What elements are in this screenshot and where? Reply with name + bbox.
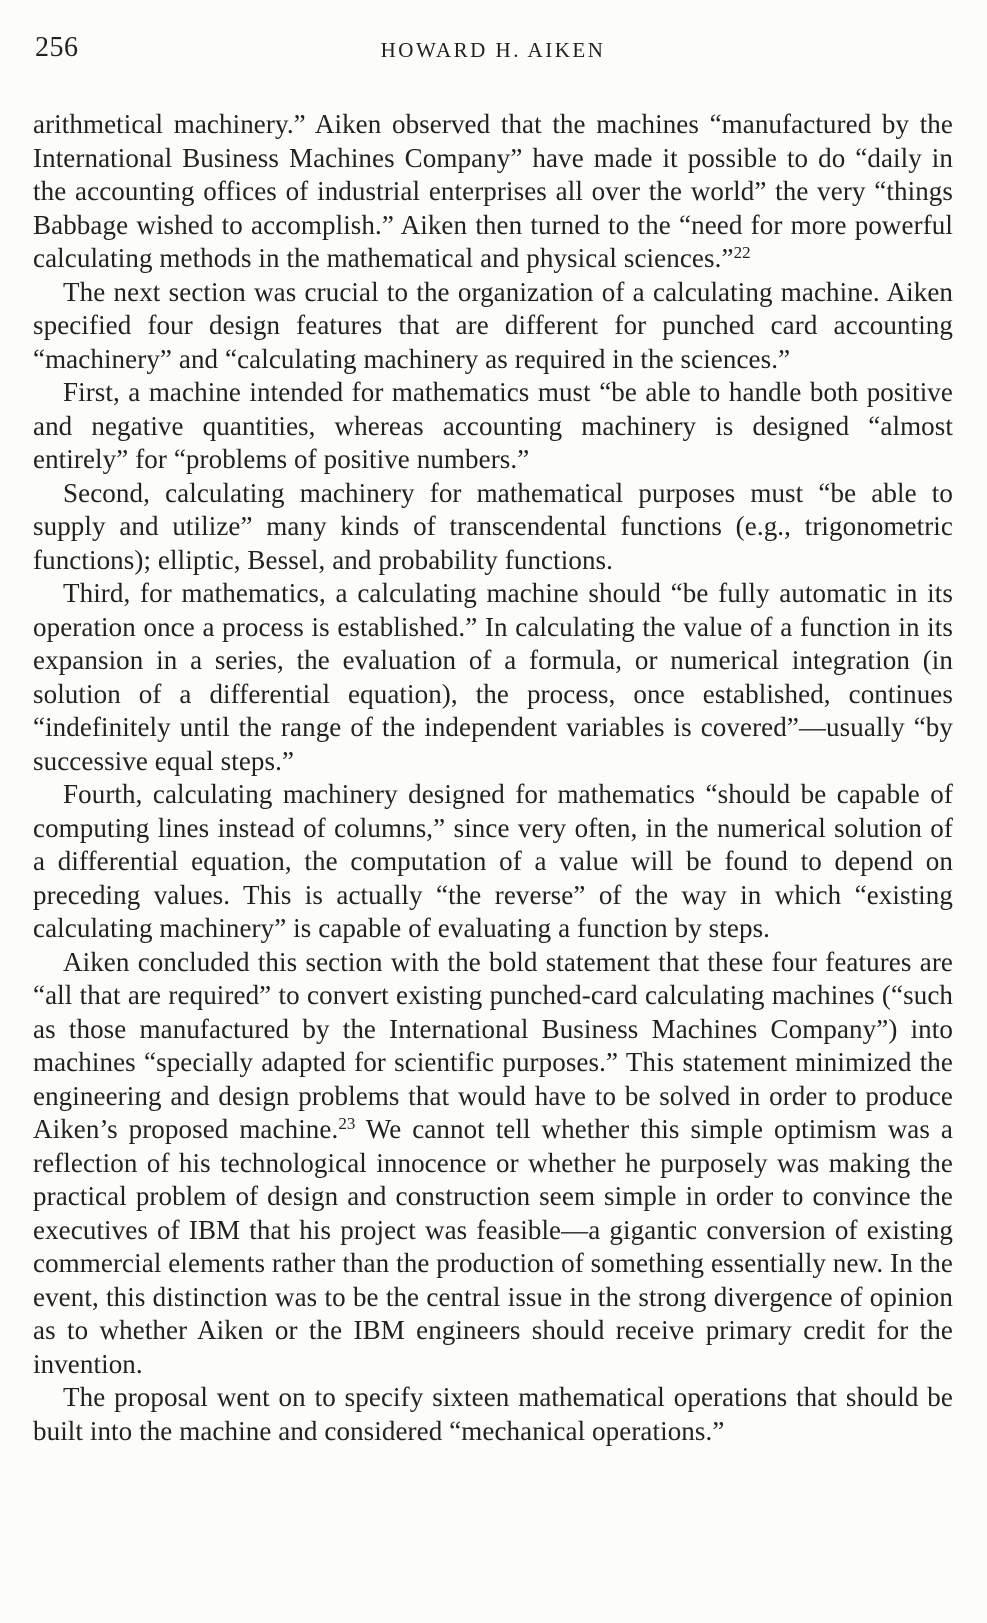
page-number: 256 (35, 32, 79, 63)
paragraph (33, 108, 953, 276)
paragraph-text: First, a machine intended for mathematics must “be able to handle both positive and negative quantities, whereas accounting machinery is designed “almost entirely” for “problems of positive numbers.” (33, 377, 953, 474)
paragraph (33, 477, 953, 578)
paragraph (33, 276, 953, 377)
running-head: HOWARD H. AIKEN (380, 38, 606, 62)
page-header (33, 33, 953, 63)
paragraph-text: Second, calculating machinery for mathematical purposes must “be able to supply and utilize” many kinds of transcendental functions (e.g., trigonometric functions); elliptic, Bessel, and probability functions. (33, 477, 953, 575)
paragraph-text: Fourth, calculating machinery designed for mathematics “should be capable of computing lines instead of columns,” since very often, in the numerical solution of a differential equation, the computation of a value will be found to depend on preceding values. This is actually “the reverse” of the way in which “existing calculating machinery” is capable of evaluating a function by steps. (33, 779, 953, 943)
footnote-reference: 22 (733, 243, 751, 262)
paragraph-text: Third, for mathematics, a calculating machine should “be fully automatic in its operation once a process is established.” In calculating the value of a function in its expansion in a series, the evaluation of a formula, or numerical integration (in solution of a differential equation), the process, once established, continues “indefinitely until the range of the independent variables is covered”—usually “by successive equal steps.” (33, 578, 953, 776)
paragraph-text: The next section was crucial to the organization of a calculating machine. Aiken specified four design features that are different for punched card accounting “machinery” and “calculating machinery as required in the sciences.” (33, 276, 953, 374)
paragraph (33, 376, 953, 477)
paragraph-text: Aiken concluded this section with the bold statement that these four features are “all that are required” to convert existing punched-card calculating machines (“such as those manufactured by the International Business Machines Company”) into machines “specially adapted for scientific purposes.” This statement minimized the engineering and design problems that would have to be solved in order to produce Aiken’s proposed machine. (33, 946, 953, 1144)
body-text (33, 108, 953, 1448)
footnote-reference: 23 (338, 1114, 356, 1133)
paragraph-text: We cannot tell whether this simple optimism was a reflection of his technological innocence or whether he purposely was making the practical problem of design and construction seem simple in order to convince the executives of IBM that his project was feasible—a gigantic conversion of existing commercial elements rather than the production of something essentially new. In the event, this distinction was to be the central issue in the strong divergence of opinion as to whether Aiken or the IBM engineers should receive primary credit for the invention. (33, 1114, 953, 1379)
paragraph-text: arithmetical machinery.” Aiken observed that the machines “manufactured by the International Business Machines Company” have made it possible to do “daily in the accounting offices of industrial enterprises all over the world” the very “things Babbage wished to accomplish.” Aiken then turned to the “need for more powerful calculating methods in the mathematical and physical sciences.” (33, 109, 953, 273)
paragraph (33, 946, 953, 1382)
paragraph (33, 577, 953, 778)
paragraph-text: The proposal went on to specify sixteen mathematical operations that should be built into the machine and considered “mechanical operations.” (33, 1382, 953, 1446)
paragraph (33, 778, 953, 946)
paragraph (33, 1381, 953, 1448)
